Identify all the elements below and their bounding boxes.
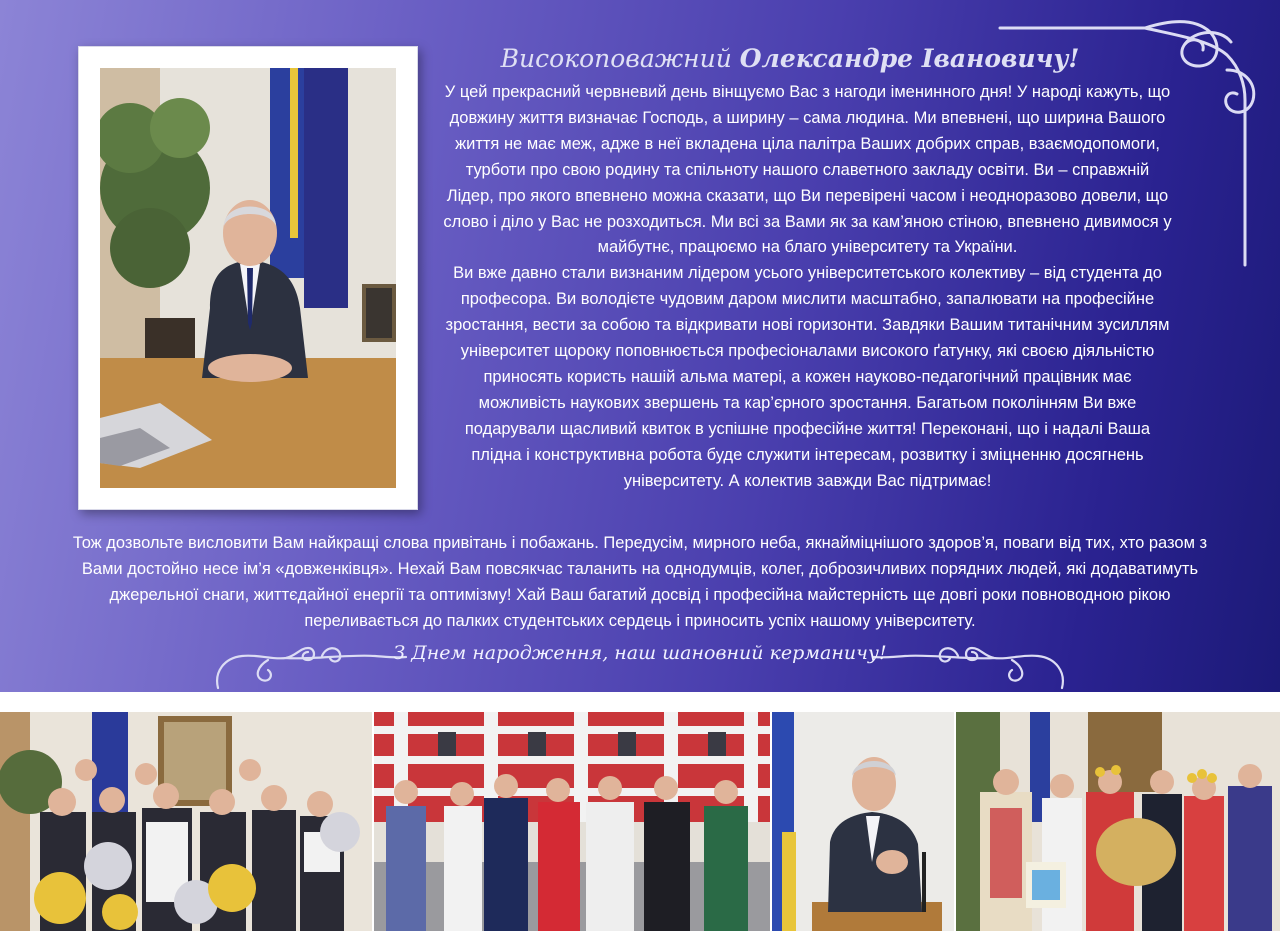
students-photo — [0, 712, 372, 931]
closing-text: З Днем народження, наш шановний керманичу! — [393, 642, 887, 664]
portrait-frame — [78, 46, 418, 510]
costume-photo — [956, 712, 1280, 931]
applause-photo — [772, 712, 954, 931]
addressee-name: Олександре Івановичу! — [739, 44, 1080, 73]
letter-paragraph-2: Ви вже давно стали визнаним лідером усього університетського колективу – від студента до професора. Ви володієте чудовим даром мислити масштабно, запалювати на професійне зростання, вести за собою та відкривати нові горизонти. Завдяки Вашим титанічним зусиллям університет щороку поповнюється професіоналами високого ґатунку, які своєю діяльністю приносять користь нашій альма матері, а кожен науково-педагогічний працівник має можливість наукових звершень та кар’єрного зростання. Багатьом поколінням Ви вже подарували щасливий квиток в успішне професійне життя! Переконані, що і надалі Ваша плідна і конструктивна робота буде служити інтересам, розвитку і зміцненню досягнень університету. А колектив завжди Вас підтримає! — [445, 264, 1170, 490]
closing-line — [210, 630, 1070, 692]
photo-gallery — [0, 712, 1280, 931]
letter-paragraph-1: У цей прекрасний червневий день вінщуємо Вас з нагоди іменинного дня! У народі кажуть, що довжину життя визначає Господь, а ширину – сама людина. Ми впевнені, що ширина Вашого життя не має меж, адже в неї вкладена ціла палітра Ваших добрих справ, взаємодопомоги, турботи про свою родину та спільноту нашого славетного закладу освіти. Ви – справжній Лідер, про якого впевнено можна сказати, що Ви перевірені часом і неодноразово довели, що слово і діло у Вас не розходиться. Ми всі за Вами як за кам’яною стіною, впевнено дивимося у майбутнє, працюємо на благо університету та України. — [443, 83, 1172, 257]
wishes-paragraph: Тож дозвольте висловити Вам найкращі слова привітань і побажань. Передусім, мирного неба, якнайміцнішого здоров’я, поваги від тих, хто разом з Вами достойно несе ім’я «довженківця». Нехай Вам повсякчас таланить на однодумців, колег, доброзичливих порядних людей, які додаватимуть джерельної снаги, життєдайної енергії та оптимізму! Хай Ваш багатий досвід і професійна майстерність ще довгі роки повноводною рікою переливається до палких студентських сердець і приносить успіх нашому університету. — [72, 534, 1208, 630]
greeting-title — [440, 44, 1140, 73]
portrait-photo — [100, 68, 396, 488]
letter-body — [440, 80, 1175, 495]
salutation: Високоповажний — [500, 44, 732, 73]
group-photo — [374, 712, 770, 931]
